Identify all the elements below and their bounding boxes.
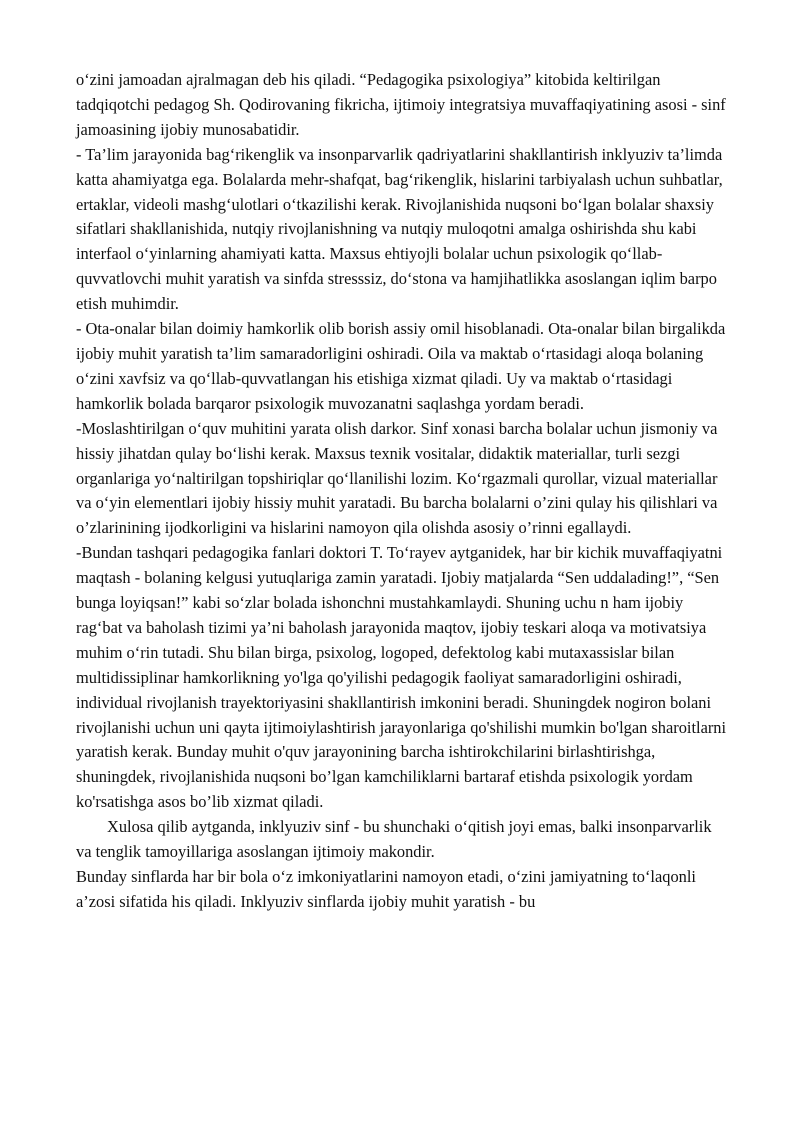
paragraph-adapted-environment: -Moslashtirilgan o‘quv muhitini yarata olish darkor. Sinf xonasi barcha bolalar uchun jismoniy va hissiy jihatdan qulay bo‘lishi kerak. Maxsus texnik vositalar, didaktik materiallar, turli sezgi organlariga yo‘naltirilgan topshiriqlar qo‘llanilishi lozim. Ko‘rgazmali qurollar, vizual materiallar va o‘yin elementlari ijobiy hissiy muhit yaratadi. Bu barcha bolalarni o’zini qulay his qilishlari va o’zlarinining ijodkorligini va hislarini namoyon qila olishda asosiy o’rinni egallaydi. [76, 418, 718, 538]
paragraph-tolerance-values: - Ta’lim jarayonida bag‘rikenglik va insonparvarlik qadriyatlarini shakllantirish inklyuziv ta’limda katta ahamiyatga ega. Bolalarda mehr-shafqat, bag‘rikenglik, hislarini tarbiyalash uchun suhbatlar, ertaklar, videoli mashg‘ulotlari o‘tkazilishi kerak. Rivojlanishida nuqsoni bo‘lgan bolalar shaxsiy sifatlari shakllanishida, nutqiy rivojlanishning va nutqiy muloqotni amalga oshirishda shu kabi interfaol o‘yinlarning ahamiyati katta. Maxsus ehtiyojli bolalar uchun psixologik qo‘llab-quvvatlovchi muhit yaratish va sinfda stresssiz, do‘stona va hamjihatlikka asoslangan iqlim barpo etish muhimdir. [76, 144, 723, 314]
paragraph-parent-cooperation: - Ota-onalar bilan doimiy hamkorlik olib borish assiy omil hisoblanadi. Ota-onalar bilan birgalikda ijobiy muhit yaratish ta’lim samaradorligini oshiradi. Oila va maktab o‘rtasidagi aloqa bolaning o‘zini xavfsiz va qo‘llab-quvvatlangan his etishiga xizmat qiladi. Uy va maktab o‘rtasidagi hamkorlik bolada barqaror psixologik muvozanatni saqlashga yordam beradi. [76, 319, 726, 413]
paragraph-conclusion: Xulosa qilib aytganda, inklyuziv sinf - bu shunchaki o‘qitish joyi emas, balki insonparvarlik va tenglik tamoyillariga asoslangan ijtimoiy makondir. [76, 817, 712, 862]
document-page [76, 68, 728, 915]
paragraph-social-integration: o‘zini jamoadan ajralmagan deb his qiladi. “Pedagogika psixologiya” kitobida keltirilgan tadqiqotchi pedagog Sh. Qodirovaning fikricha, ijtimoiy integratsiya muvaffaqiyatining asosi - sinf jamoasining ijobiy munosabatidir. [76, 70, 726, 139]
paragraph-praise-motivation: -Bundan tashqari pedagogika fanlari doktori T. To‘rayev aytganidek, har bir kichik muvaffaqiyatni maqtash - bolaning kelgusi yutuqlariga zamin yaratadi. Ijobiy matjalarda “Sen uddalading!”, “Sen bunga loyiqsan!” kabi so‘zlar bolada ishonchni mustahkamlaydi. Shuning uchu n ham ijobiy rag‘bat va baholash tizimi ya’ni baholash jarayonida maqtov, ijobiy teskari aloqa va motivatsiya muhim o‘rin tutadi. Shu bilan birga, psixolog, logoped, defektolog kabi mutaxassislar bilan multidissiplinar hamkorlikning yo'lga qo'yilishi pedagogik faoliyat samaradorligini oshiradi, individual rivojlanish trayektoriyasini shakllantirish imkonini beradi. Shuningdek nogiron bolani rivojlanishi uchun uni qayta ijtimoiylashtirish jarayonlariga qo'shilishi mumkin bo'lgan sharoitlarni yaratish kerak. Bunday muhit o'quv jarayonining barcha ishtirokchilarini birlashtirishga, shuningdek, rivojlanishida nuqsoni bo’lgan kamchiliklarni bartaraf etishda psixologik yordam ko'rsatishga asos bo’lib xizmat qiladi. [76, 543, 727, 812]
paragraph-inclusive-classes: Bunday sinflarda har bir bola o‘z imkoniyatlarini namoyon etadi, o‘zini jamiyatning to‘laqonli a’zosi sifatida his qiladi. Inklyuziv sinflarda ijobiy muhit yaratish - bu [76, 867, 696, 911]
